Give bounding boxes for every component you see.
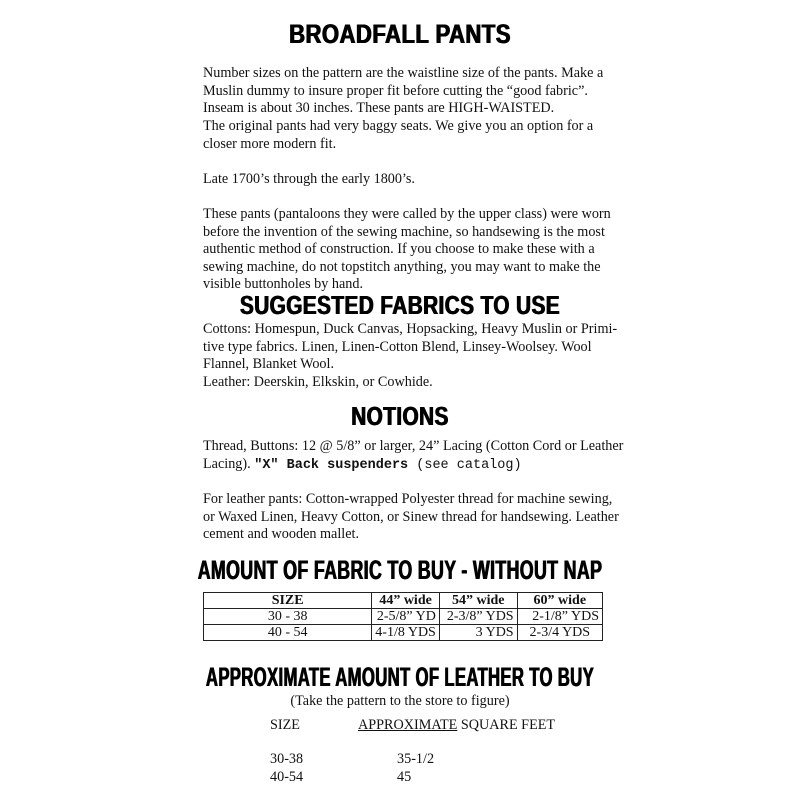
leather-row-size: 40-54 (270, 769, 304, 785)
intro-paragraph-1 (203, 65, 613, 118)
fabric-amount-table (203, 592, 603, 641)
intro-paragraph-3 (203, 171, 613, 189)
column-header: 54” wide (439, 593, 517, 609)
column-header: 44” wide (372, 593, 440, 609)
text-line: Inseam is about 30 inches. These pants are HIGH-WAISTED. (203, 100, 555, 116)
leather-row-value: 45 (397, 769, 412, 785)
text-line: Flannel, Blanket Wool. (203, 356, 334, 372)
table-header-row (204, 593, 603, 609)
text-line: Muslin dummy to insure proper fit before cutting the “good fabric”. (203, 82, 588, 99)
text-line: Thread, Buttons: 12 @ 5/8” or larger, 24” Lacing (Cotton Cord or Leather (203, 438, 624, 454)
text-line: Number sizes on the pattern are the waistline size of the pants. Make a (203, 65, 604, 81)
column-header: 60” wide (517, 593, 602, 609)
text-line: For leather pants: Cotton-wrapped Polyester thread for machine sewing, (203, 491, 613, 507)
catalog-note: (see catalog) (408, 457, 522, 473)
notions-paragraph (203, 438, 624, 473)
fabrics-heading: SUGGESTED FABRICS TO USE (239, 290, 561, 320)
intro-paragraph-4 (203, 206, 613, 294)
text-line: sewing machine, do not topstitch anything, you may want to make the (203, 258, 601, 275)
text-line: visible buttonholes by hand. (203, 276, 363, 292)
text-line: tive type fabrics. Linen, Linen-Cotton Blend, Linsey-Woolsey. Wool (203, 338, 592, 355)
text-line: before the invention of the sewing machine, so handsewing is the most (203, 223, 605, 240)
text-line: The original pants had very baggy seats. We give you an option for a (203, 118, 594, 134)
text-line: or Waxed Linen, Heavy Cotton, or Sinew thread for handsewing. Leather (203, 508, 619, 525)
leather-fabrics (203, 374, 613, 392)
leather-amount-heading: APPROXIMATE AMOUNT OF LEATHER TO BUY (205, 662, 595, 692)
approximate-underlined: APPROXIMATE (358, 717, 458, 733)
leather-subheading: (Take the pattern to the store to figure) (290, 693, 510, 709)
table-cell: 2-1/8” YDS (517, 609, 602, 625)
table-cell: 30 - 38 (204, 609, 372, 625)
leather-row-size: 30-38 (270, 751, 304, 767)
table-cell: 3 YDS (439, 625, 517, 641)
table-cell: 2-3/8” YDS (439, 609, 517, 625)
text-line: Late 1700’s through the early 1800’s. (203, 171, 415, 187)
text-line: closer more modern fit. (203, 135, 337, 152)
text-line: Leather: Deerskin, Elkskin, or Cowhide. (203, 374, 433, 390)
text-line (203, 456, 613, 474)
leather-row-value: 35-1/2 (397, 751, 435, 767)
square-feet-label: SQUARE FEET (457, 717, 556, 733)
leather-pants-paragraph (203, 491, 619, 544)
table-cell: 40 - 54 (204, 625, 372, 641)
text-line: Cottons: Homespun, Duck Canvas, Hopsacking, Heavy Muslin or Primi- (203, 321, 618, 337)
suspenders-text: "X" Back suspenders (254, 457, 409, 473)
table-row (204, 625, 603, 641)
intro-paragraph-2 (203, 118, 613, 153)
table-row (204, 609, 603, 625)
text-line: cement and wooden mallet. (203, 526, 360, 542)
column-header: SIZE (204, 593, 372, 609)
text-span: Lacing). (203, 455, 255, 472)
table-cell: 2-3/4 YDS (517, 625, 602, 641)
notions-heading: NOTIONS (351, 401, 449, 431)
table-cell: 4-1/8 YDS (372, 625, 440, 641)
text-line: These pants (pantaloons they were called by the upper class) were worn (203, 206, 611, 222)
page-title: BROADFALL PANTS (289, 19, 511, 49)
leather-area-header (358, 717, 555, 733)
cottons-paragraph (203, 321, 618, 374)
text-line: authentic method of construction. If you choose to make these with a (203, 241, 595, 257)
leather-size-header: SIZE (270, 717, 300, 733)
table-cell: 2-5/8” YD (372, 609, 440, 625)
fabric-amount-heading: AMOUNT OF FABRIC TO BUY - WITHOUT NAP (197, 555, 603, 585)
